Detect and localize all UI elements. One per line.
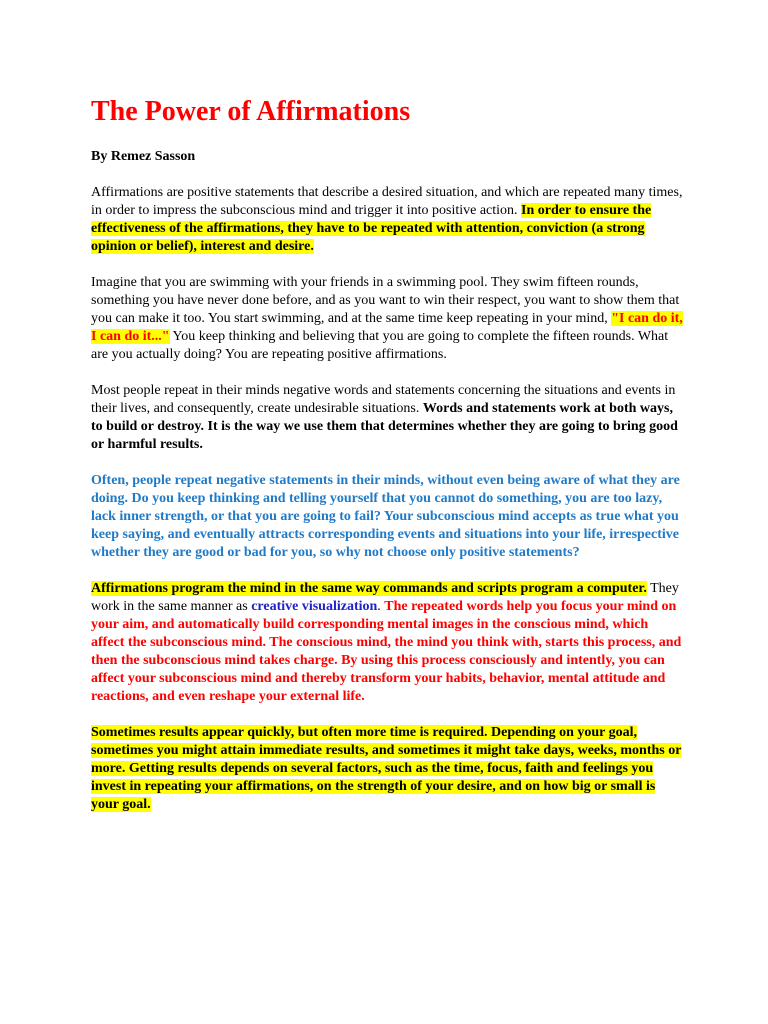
paragraph-2-text-after: You keep thinking and believing that you are going to complete the fifteen rounds. What are you actually doing? You are repeating positive affirmations. xyxy=(91,329,669,362)
document-content xyxy=(91,92,683,814)
document-title: The Power of Affirmations xyxy=(91,96,411,127)
paragraph-3 xyxy=(91,382,683,454)
paragraph-2-text-before: Imagine that you are swimming with your friends in a swimming pool. They swim fifteen rounds, something you have never done before, and as you want to win their respect, you want to show them that you can make it too. You start swimming, and at the same time keep repeating in your mind, xyxy=(91,275,680,326)
paragraph-5-text: They work in the same manner as xyxy=(91,581,679,614)
paragraph-1 xyxy=(91,184,683,256)
creative-visualization-link[interactable]: creative visualization xyxy=(251,599,378,614)
paragraph-1-text: Affirmations are positive statements that describe a desired situation, and which are repeated many times, in order to impress the subconscious mind and trigger it into positive action. xyxy=(91,185,683,218)
paragraph-2 xyxy=(91,274,683,364)
paragraph-3-text: Most people repeat in their minds negative words and statements concerning the situations and events in their lives, and consequently, create undesirable situations. xyxy=(91,383,676,416)
paragraph-6-highlight: Sometimes results appear quickly, but often more time is required. Depending on your goal, sometimes you might attain immediate results, and sometimes it might take days, weeks, months or more. Getting results depends on several factors, such as the time, focus, faith and feelings you invest in repeating your affirmations, on the strength of your desire, and on how big or small is your goal. xyxy=(91,725,682,812)
paragraph-5-red-text: The repeated words help you focus your mind on your aim, and automatically build corresponding mental images in the conscious mind, which affect the subconscious mind. The conscious mind, the mind you think with, starts this process, and then the subconscious mind takes charge. By using this process consciously and intently, you can affect your subconscious mind and thereby transform your habits, behavior, mental attitude and reactions, and even reshape your external life. xyxy=(91,599,682,704)
paragraph-1-highlight: In order to ensure the effectiveness of the affirmations, they have to be repeated with attention, conviction (a strong opinion or belief), interest and desire. xyxy=(91,203,652,254)
paragraph-4: Often, people repeat negative statements in their minds, without even being aware of what they are doing. Do you keep thinking and telling yourself that you cannot do something, you are too lazy, lack inner strength, or that you are going to fail? Your subconscious mind accepts as true what you keep saying, and eventually attracts corresponding events and situations into your life, irrespective whether they are good or bad for you, so why not choose only positive statements? xyxy=(91,473,680,560)
paragraph-6 xyxy=(91,724,683,814)
paragraph-2-quote: "I can do it, I can do it..." xyxy=(91,311,683,344)
paragraph-5-dot: . xyxy=(377,599,385,614)
paragraph-5-highlight: Affirmations program the mind in the same way commands and scripts program a computer. xyxy=(91,581,647,596)
author-byline: By Remez Sasson xyxy=(91,149,196,164)
paragraph-5 xyxy=(91,580,683,706)
paragraph-3-bold: Words and statements work at both ways, to build or destroy. It is the way we use them that determines whether they are going to bring good or harmful results. xyxy=(91,401,678,452)
